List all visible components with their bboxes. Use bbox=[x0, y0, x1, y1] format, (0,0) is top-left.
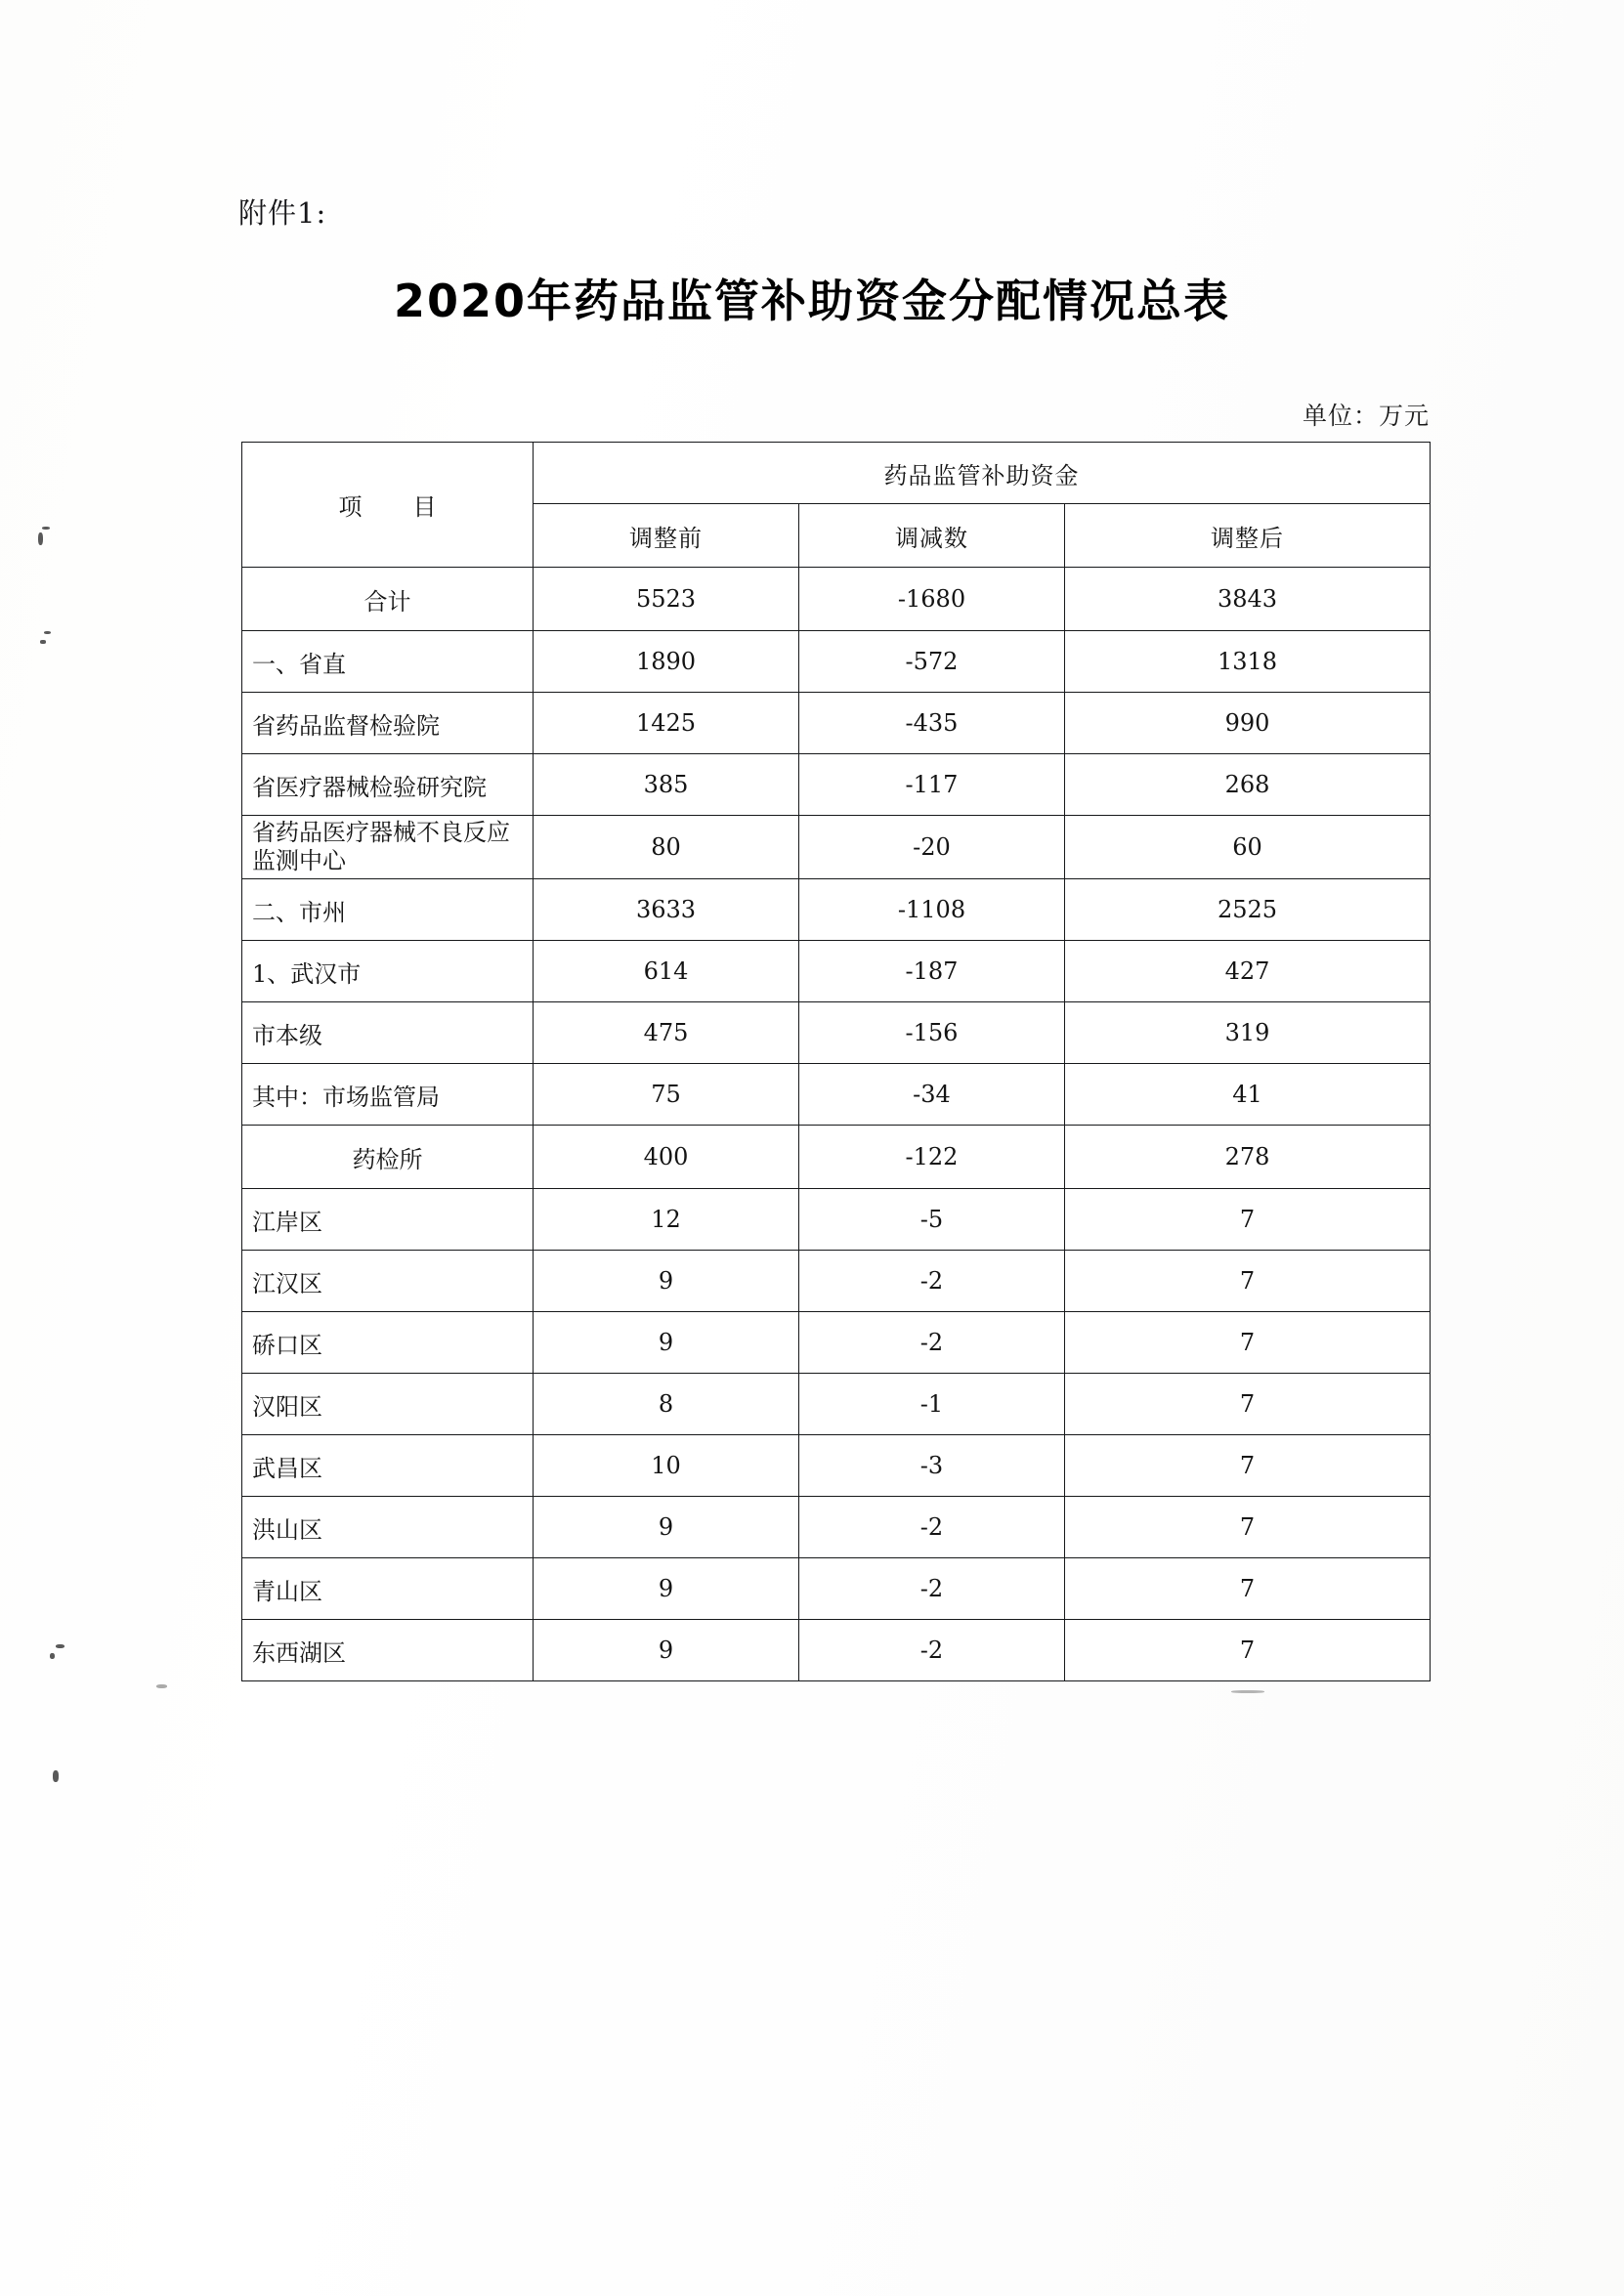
row-value-after: 7 bbox=[1065, 1374, 1431, 1435]
scan-artifact bbox=[50, 1653, 55, 1659]
row-value-cut: -156 bbox=[799, 1002, 1065, 1064]
row-value-after: 41 bbox=[1065, 1064, 1431, 1126]
row-label: 省医疗器械检验研究院 bbox=[242, 754, 534, 816]
row-value-after: 319 bbox=[1065, 1002, 1431, 1064]
row-value-before: 3633 bbox=[534, 879, 799, 941]
row-value-cut: -2 bbox=[799, 1312, 1065, 1374]
row-value-after: 60 bbox=[1065, 816, 1431, 879]
page-title: 2020年药品监管补助资金分配情况总表 bbox=[393, 275, 1231, 327]
row-value-cut: -435 bbox=[799, 693, 1065, 754]
scan-artifact bbox=[53, 1770, 59, 1782]
row-value-before: 385 bbox=[534, 754, 799, 816]
scan-artifact bbox=[1231, 1690, 1264, 1693]
row-value-cut: -34 bbox=[799, 1064, 1065, 1126]
row-label: 一、省直 bbox=[242, 631, 534, 693]
table-row bbox=[242, 1620, 1431, 1681]
table-row bbox=[242, 1126, 1431, 1189]
row-value-before: 1890 bbox=[534, 631, 799, 693]
attachment-label: 附件1: bbox=[238, 196, 327, 230]
column-header-item: 项 目 bbox=[242, 443, 534, 568]
table-row bbox=[242, 1374, 1431, 1435]
row-value-after: 7 bbox=[1065, 1620, 1431, 1681]
table-body bbox=[242, 568, 1431, 1681]
row-label: 市本级 bbox=[242, 1002, 534, 1064]
scan-artifact bbox=[42, 527, 50, 530]
row-value-after: 990 bbox=[1065, 693, 1431, 754]
row-value-cut: -2 bbox=[799, 1620, 1065, 1681]
row-value-before: 400 bbox=[534, 1126, 799, 1189]
row-value-before: 75 bbox=[534, 1064, 799, 1126]
scan-artifact bbox=[44, 631, 51, 634]
row-value-before: 9 bbox=[534, 1312, 799, 1374]
row-label: 合计 bbox=[242, 568, 534, 631]
table-row bbox=[242, 1312, 1431, 1374]
table-row bbox=[242, 1497, 1431, 1558]
column-header-after: 调整后 bbox=[1065, 504, 1431, 568]
row-value-cut: -122 bbox=[799, 1126, 1065, 1189]
row-label: 江岸区 bbox=[242, 1189, 534, 1251]
row-label-line2: 监测中心 bbox=[252, 847, 346, 874]
row-value-cut: -5 bbox=[799, 1189, 1065, 1251]
column-header-group: 药品监管补助资金 bbox=[534, 443, 1431, 504]
row-value-cut: -117 bbox=[799, 754, 1065, 816]
row-value-cut: -572 bbox=[799, 631, 1065, 693]
row-value-before: 9 bbox=[534, 1620, 799, 1681]
row-value-after: 278 bbox=[1065, 1126, 1431, 1189]
row-value-cut: -1 bbox=[799, 1374, 1065, 1435]
row-value-cut: -2 bbox=[799, 1251, 1065, 1312]
table-row bbox=[242, 568, 1431, 631]
row-value-cut: -2 bbox=[799, 1558, 1065, 1620]
row-value-cut: -20 bbox=[799, 816, 1065, 879]
row-value-before: 614 bbox=[534, 941, 799, 1002]
table-row bbox=[242, 1189, 1431, 1251]
row-value-cut: -3 bbox=[799, 1435, 1065, 1497]
table-row bbox=[242, 1064, 1431, 1126]
fund-allocation-table bbox=[241, 442, 1431, 1681]
row-label: 二、市州 bbox=[242, 879, 534, 941]
row-value-before: 10 bbox=[534, 1435, 799, 1497]
row-label: 药检所 bbox=[242, 1126, 534, 1189]
row-value-after: 268 bbox=[1065, 754, 1431, 816]
row-value-after: 7 bbox=[1065, 1312, 1431, 1374]
row-value-after: 7 bbox=[1065, 1497, 1431, 1558]
table-row bbox=[242, 1558, 1431, 1620]
row-value-after: 1318 bbox=[1065, 631, 1431, 693]
fund-allocation-table-wrapper bbox=[241, 442, 1430, 1681]
row-value-before: 12 bbox=[534, 1189, 799, 1251]
row-label: 省药品监督检验院 bbox=[242, 693, 534, 754]
row-value-before: 9 bbox=[534, 1251, 799, 1312]
row-value-before: 1425 bbox=[534, 693, 799, 754]
row-value-after: 7 bbox=[1065, 1435, 1431, 1497]
row-value-cut: -1108 bbox=[799, 879, 1065, 941]
row-value-after: 2525 bbox=[1065, 879, 1431, 941]
row-label: 1、武汉市 bbox=[242, 941, 534, 1002]
table-row bbox=[242, 879, 1431, 941]
row-value-after: 7 bbox=[1065, 1558, 1431, 1620]
table-head bbox=[242, 443, 1431, 568]
table-row bbox=[242, 1002, 1431, 1064]
row-value-before: 475 bbox=[534, 1002, 799, 1064]
row-label: 洪山区 bbox=[242, 1497, 534, 1558]
scan-artifact bbox=[156, 1684, 167, 1688]
row-label: 武昌区 bbox=[242, 1435, 534, 1497]
row-label: 江汉区 bbox=[242, 1251, 534, 1312]
row-label: 青山区 bbox=[242, 1558, 534, 1620]
row-label: 硚口区 bbox=[242, 1312, 534, 1374]
row-label bbox=[242, 816, 534, 879]
row-value-before: 5523 bbox=[534, 568, 799, 631]
row-value-cut: -2 bbox=[799, 1497, 1065, 1558]
scan-artifact bbox=[38, 532, 43, 545]
row-value-before: 9 bbox=[534, 1497, 799, 1558]
scan-artifact bbox=[40, 640, 46, 644]
row-label: 其中：市场监管局 bbox=[242, 1064, 534, 1126]
row-label: 汉阳区 bbox=[242, 1374, 534, 1435]
row-value-before: 80 bbox=[534, 816, 799, 879]
row-value-after: 3843 bbox=[1065, 568, 1431, 631]
row-value-after: 7 bbox=[1065, 1189, 1431, 1251]
column-header-before: 调整前 bbox=[534, 504, 799, 568]
row-value-cut: -1680 bbox=[799, 568, 1065, 631]
table-row bbox=[242, 1251, 1431, 1312]
column-header-cut: 调减数 bbox=[799, 504, 1065, 568]
table-row bbox=[242, 1435, 1431, 1497]
unit-label: 单位：万元 bbox=[1302, 402, 1430, 430]
row-label-line1: 省药品医疗器械不良反应 bbox=[252, 818, 510, 846]
row-value-after: 427 bbox=[1065, 941, 1431, 1002]
table-header-row-1 bbox=[242, 443, 1431, 504]
row-label: 东西湖区 bbox=[242, 1620, 534, 1681]
table-row bbox=[242, 816, 1431, 879]
scan-artifact bbox=[56, 1644, 64, 1648]
table-row bbox=[242, 693, 1431, 754]
row-value-before: 8 bbox=[534, 1374, 799, 1435]
row-value-cut: -187 bbox=[799, 941, 1065, 1002]
row-value-before: 9 bbox=[534, 1558, 799, 1620]
table-row bbox=[242, 631, 1431, 693]
row-value-after: 7 bbox=[1065, 1251, 1431, 1312]
table-row bbox=[242, 941, 1431, 1002]
table-row bbox=[242, 754, 1431, 816]
